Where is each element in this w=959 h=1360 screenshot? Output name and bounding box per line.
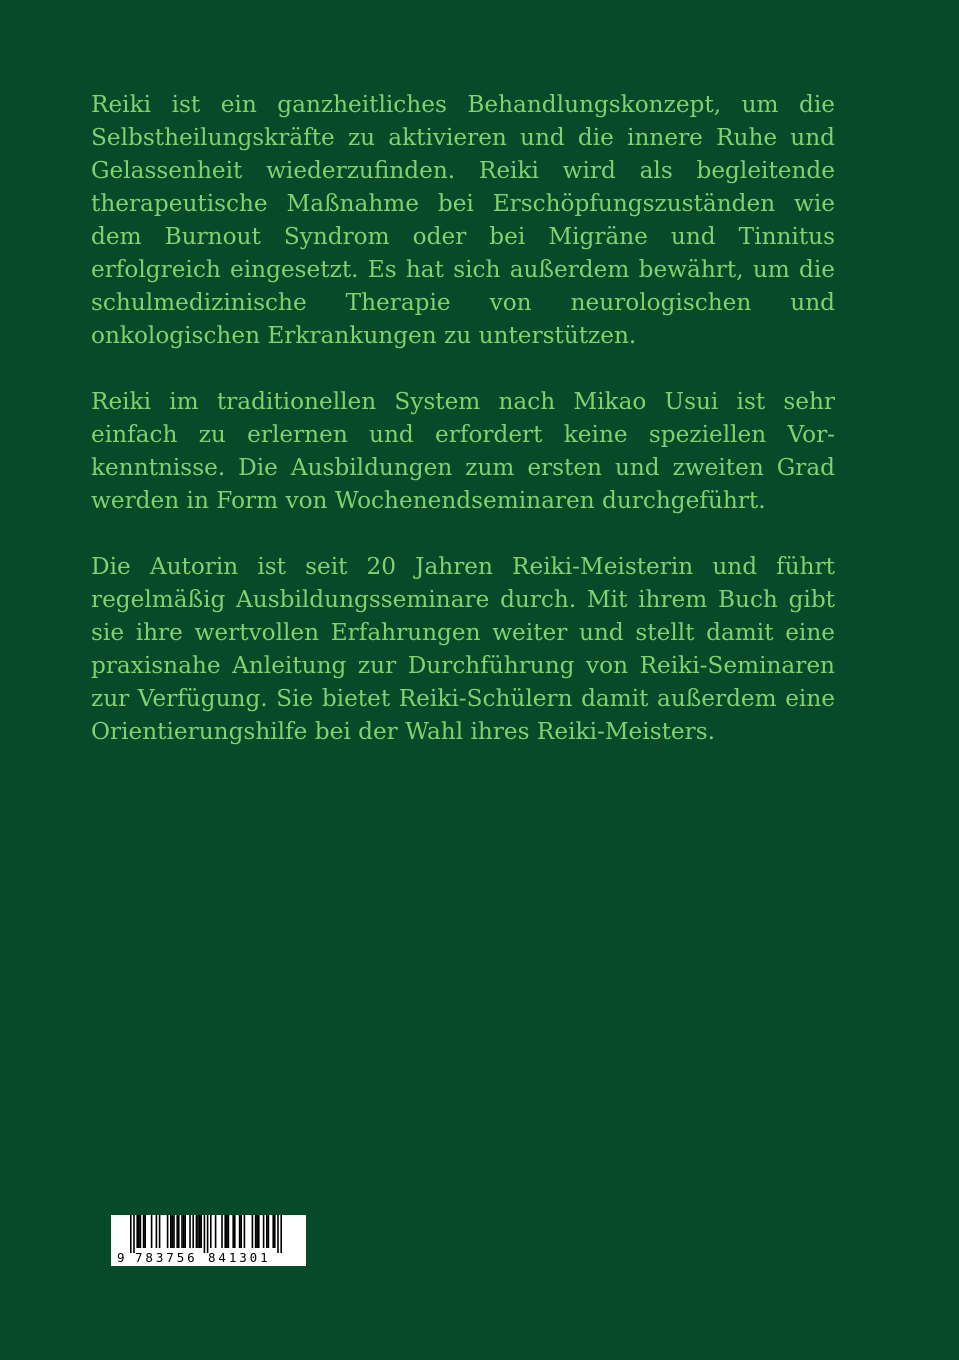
barcode-digits — [111, 1209, 306, 1265]
blurb-paragraph-3: Die Autorin ist seit 20 Jahren Reiki-Meisterin und führt regelmäßig Ausbildungsseminare durch. Mit ihrem Buch gibt sie ihre wertvollen Erfahrungen weiter und stellt damit eine praxisnahe Anleitung zur Durchführung von Reiki-Seminaren zur Verfügung. Sie bietet Reiki-Schülern damit außerdem eine Orientierungshilfe bei der Wahl ihres Reiki-Meisters. — [91, 553, 835, 745]
blurb-paragraph-1: Reiki ist ein ganzheitliches Behandlungskonzept, um die Selbstheilungskräfte zu aktivieren und die innere Ruhe und Gelassenheit wiederzufinden. Reiki wird als begleitende therapeutische Maßnahme bei Erschöpfungszuständen wie dem Burnout Syndrom oder bei Migräne und Tinnitus erfolgreich eingesetzt. Es hat sich außerdem bewährt, um die schulmedizinische Therapie von neurologischen und onkologischen Erkrankungen zu unterstützen. — [91, 91, 835, 349]
barcode-lead-digit: 9 — [117, 1250, 125, 1265]
barcode-number: 783756 841301 — [135, 1250, 271, 1265]
blurb-text — [91, 88, 835, 781]
blurb-paragraph-2: Reiki im traditionellen System nach Mikao Usui ist sehr einfach zu erlernen und erfordert keine speziellen Vorkenntnisse. Die Ausbildungen zum ersten und zweiten Grad werden in Form von Wochenendseminaren durchgeführt. — [91, 388, 835, 514]
isbn-barcode — [111, 1215, 306, 1266]
